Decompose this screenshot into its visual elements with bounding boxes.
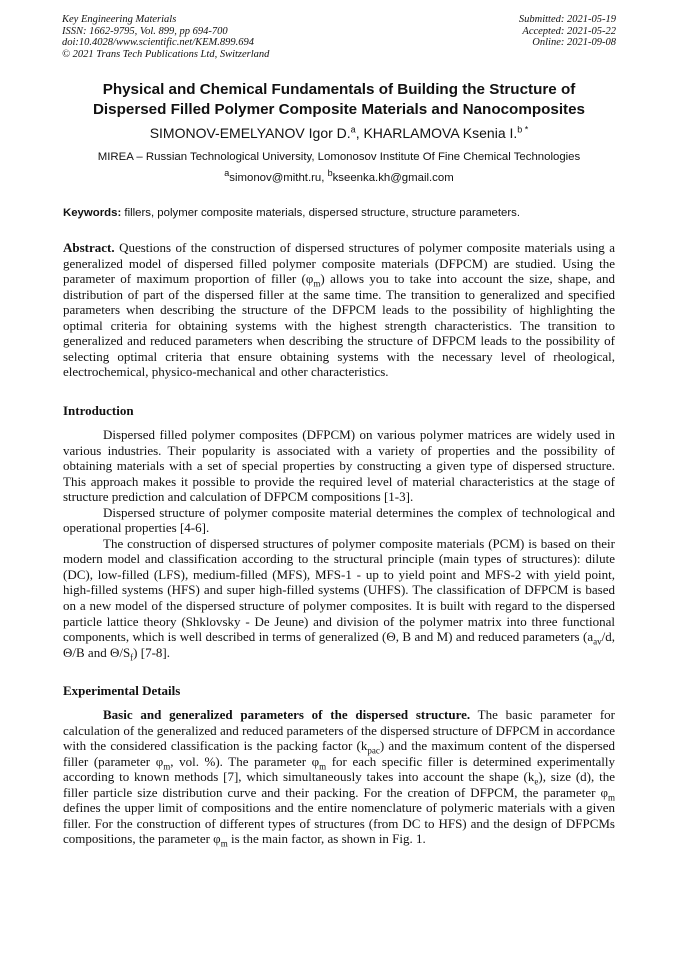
exp-sub-4: e [534,776,539,787]
experimental-body [63,707,615,847]
abstract-text-1: Questions of the construction of dispersed structures of polymer composite materials using a generalized model of dispersed filled polymer composite materials (DFPCM) are studied. Using the parameter of maximum proportion of filler (φ [63,240,615,287]
intro-p3-text-1: The construction of dispersed structures of polymer composite materials (PCM) is based on their modern model and classification according to the structural principle (main types of structures): dilute (DC), low-filled (LFS), medium-filled (MFS), MFS-1 - up to yield point and MFS-2 with yield point, high-filled systems (HFS) and super high-filled systems (UHFS). The classification of DFPCM is based on a new model of the dispersed structure of polymer composites. It is built with regard to the dispersed particle lattice theory (Shklovsky - De Jeune) and division of the polymer matrix into three functional components, which is well described in terms of generalized (Θ, B and M) and reduced parameters (a [63,535,615,645]
title-line-1: Physical and Chemical Fundamentals of Building the Structure of [102,81,576,98]
intro-p3-sub-1: av [593,636,602,647]
abstract-sub-1: m [313,278,321,289]
email-b: kseenka.kh@gmail.com [332,172,454,184]
author-1-mark: a [350,124,356,135]
paper-title [40,80,638,120]
intro-paragraph-2: Dispersed structure of polymer composite material determines the complex of technological and operational properties [4-6]. [63,504,615,536]
exp-text-5: ), size (d), the filler particle size distribution curve and their packing. For the creation of DFPCM, the parameter φ [63,769,615,800]
author-1: SIMONOV-EMELYANOV Igor D. [149,125,351,141]
affiliation: MIREA – Russian Technological University, Lomonosov Institute Of Fine Chemical Technologies [97,151,581,163]
accepted-date: Accepted: 2021-05-22 [522,25,616,37]
submitted-date: Submitted: 2021-05-19 [518,14,616,25]
keywords-label: Keywords: [63,207,122,219]
intro-paragraph-1: Dispersed filled polymer composites (DFPCM) on various polymer matrices are widely used in various industries. Their popularity is associated with a variety of properties and the possibility of obtaining materials with a set of special properties by constructing a given type of dispersed structure. This approach makes it possible to provide the required level of material characteristics at the stage of structure prediction and calculation of DFPCM compositions [1-3]. [63,427,615,505]
exp-text-2: ) and the maximum content of the dispersed filler (parameter φ [63,738,615,769]
copyright-line: © 2021 Trans Tech Publications Ltd, Switzerland [62,48,270,60]
publication-info [62,14,269,60]
keywords-text: fillers, polymer composite materials, dispersed structure, structure parameters. [121,207,521,219]
introduction-body [63,427,615,663]
exp-text-4: for each specific filler is determined experimentally according to known methods [7], which simultaneously takes into account the shape (k [63,753,615,785]
experimental-heading: Experimental Details [63,683,181,698]
doi-line: doi:10.4028/www.scientific.net/KEM.899.694 [62,37,254,49]
author-2-mark: b * [517,124,529,135]
email-a-mark: a [224,168,230,179]
exp-sub-3: m [319,761,327,772]
abstract [63,240,615,380]
exp-sub-2: m [163,761,171,772]
intro-p3-text-2: /d, Θ/B and Θ/S [63,629,615,660]
online-date: Online: 2021-09-08 [532,37,616,49]
abstract-text-2: ) allows you to take into account the size, shape, and distribution of part of the dispersed filler at the same time. The transition to generalized and specified parameters when describing the structure of the DFPCM leads to the possibility of highlighting the optimal criteria for obtaining systems with the highest strength characteristics. The transition to generalized and reduced parameters when describing the structure of DFPCM leads to the possibility of selecting optimal criteria that ensure obtaining systems with the necessary level of rheological, electrochemical, physico-mechanical and other characteristics. [63,271,615,380]
author-list [40,124,638,142]
author-emails [40,168,638,185]
author-2: KHARLAMOVA Ksenia I. [363,125,518,141]
exp-text-3: , vol. %). The parameter φ [170,753,320,769]
abstract-label: Abstract. [63,240,115,255]
intro-p3-text-3: ) [7-8]. [133,644,170,660]
author-separator: , [355,125,364,141]
exp-subheading: Basic and generalized parameters of the dispersed structure. [103,707,471,722]
issn-line: ISSN: 1662-9795, Vol. 899, pp 694-700 [62,25,228,37]
journal-name: Key Engineering Materials [62,14,177,25]
email-b-mark: b [327,168,333,179]
title-line-2: Dispersed Filled Polymer Composite Materials and Nanocomposites [92,101,586,118]
exp-paragraph-1 [63,707,615,847]
exp-sub-5: m [607,792,615,803]
email-a: simonov@mitht.ru, [229,172,328,184]
introduction-heading: Introduction [63,403,134,418]
exp-sub-1: pac [367,745,380,756]
exp-sub-6: m [220,838,228,849]
intro-paragraph-3 [63,535,615,663]
exp-text-7: is the main factor, as shown in Fig. 1. [227,831,426,847]
exp-text-6: defines the upper limit of compositions and the entire nomenclature of polymeric materials with a given filler. For the construction of different types of structures (from DC to HFS) and the design of DFPCMs compositions, the parameter φ [63,800,615,847]
exp-text-1: The basic parameter for calculation of the generalized and reduced parameters of the dispersed structure of DFPCM in accordance with the considered classification is the packing factor (k [63,707,615,754]
keywords [63,206,615,220]
intro-p3-sub-2: f [130,652,134,663]
dates-info [519,14,616,49]
